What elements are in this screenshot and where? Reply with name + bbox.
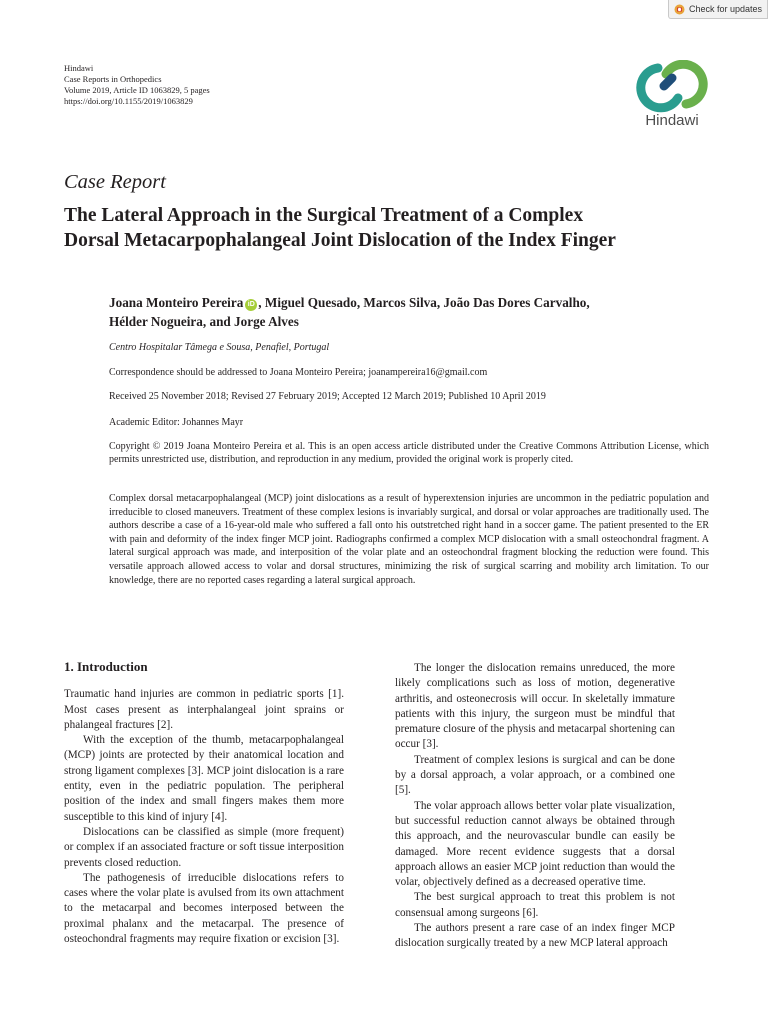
abstract: Complex dorsal metacarpophalangeal (MCP) joint dislocations as a result of hyperextension injuries are uncommon in the pediatric population and irreducible to closed maneuvers. Treatment of these complex lesions is invariably surgical, and dorsal or volar approaches are traditionally used. The authors describe a case of a 16-year-old male who suffered a fall onto his outstretched right hand in a soccer game. The patient presented to the ER with pain and deformity of the index finger MCP joint. Radiographs confirmed a complex MCP dislocation with a small osteochondral fragment. A lateral surgical approach was made, and interposition of the volar plate and an osteochondral fragment blocking the reduction were found. This versatile approach allowed access to volar and dorsal structures, minimizing the risk of surgical scarring and mobility arch limitation. To our knowledge, there are no reported cases regarding a lateral surgical approach. [109,493,709,586]
orcid-icon[interactable]: iD [245,299,257,311]
paragraph: The longer the dislocation remains unreduced, the more likely complications such as loss of motion, degenerative arthritis, and osteonecrosis will occur. In skeletally immature patients with this injury, the surgeon must be mindful that premature closure of the physis and metacarpal shortening can occur [3]. [395,662,675,751]
paragraph: The pathogenesis of irreducible dislocations refers to cases where the volar plate is avulsed from its own attachment to the metacarpal and becomes interposed between the proximal phalanx and the metacarpal. The presence of osteochondral fragments may require fixation or excision [3]. [64,871,344,946]
author-list [109,293,709,331]
check-for-updates-label: Check for updates [689,4,763,14]
article-type: Case Report [64,171,166,193]
first-author[interactable]: Joana Monteiro Pereira [109,295,244,310]
correspondence: Correspondence should be addressed to Joana Monteiro Pereira; joanampereira16@gmail.com [109,367,488,378]
paragraph: With the exception of the thumb, metacarpophalangeal (MCP) joints are protected by their anatomical location and strong ligament complexes [3]. MCP joint dislocation is a rare entity, even in the pediatric population. The peripheral position of the index and small fingers makes them more susceptible to this kind of injury [4]. [64,734,344,823]
doi-link[interactable]: https://doi.org/10.1155/2019/1063829 [64,96,193,106]
academic-editor: Academic Editor: Johannes Mayr [109,417,244,428]
co-authors-line-2: Hélder Nogueira, and Jorge Alves [109,314,299,329]
check-for-updates-badge[interactable] [668,0,768,19]
paragraph: Dislocations can be classified as simple (more frequent) or complex if an associated fracture or soft tissue interposition prevents closed reduction. [64,825,344,869]
article-title [64,203,724,253]
affiliation: Centro Hospitalar Tâmega e Sousa, Penafiel, Portugal [109,342,330,353]
paragraph: The best surgical approach to treat this problem is not consensual among surgeons [6]. [395,891,675,919]
publisher-name: Hindawi [64,63,94,73]
paragraph: Traumatic hand injuries are common in pediatric sports [1]. Most cases present as interphalangeal joint sprains or phalangeal fractures [2]. [64,688,344,731]
paragraph: The volar approach allows better volar plate visualization, but successful reduction cannot always be obtained through this approach, and the neurovascular bundle can easily be damaged. More recent evidence suggests that a dorsal approach allows an easier MCP joint reduction than would the volar, objectively defined as a decreased operative time. [395,799,675,889]
title-line-1: The Lateral Approach in the Surgical Treatment of a Complex [64,205,584,226]
journal-name: Case Reports in Orthopedics [64,74,162,84]
body-column-left [64,659,344,947]
paragraph: The authors present a rare case of an index finger MCP dislocation surgically treated by a new MCP lateral approach [395,922,675,950]
journal-header [64,63,210,107]
co-authors: , Miguel Quesado, Marcos Silva, João Das Dores Carvalho, [258,295,590,310]
copyright-notice: Copyright © 2019 Joana Monteiro Pereira et al. This is an open access article distributed under the Creative Commons Attribution License, which permits unrestricted use, distribution, and reproduction in any medium, provided the original work is properly cited. [109,441,709,465]
hindawi-logo-wordmark: Hindawi [645,112,699,129]
body-column-right [395,661,675,952]
section-heading-introduction: 1. Introduction [64,659,148,674]
title-line-2: Dorsal Metacarpophalangeal Joint Dislocation of the Index Finger [64,230,616,251]
paragraph: Treatment of complex lesions is surgical and can be done by a dorsal approach, a volar approach, or a combined one [5]. [395,753,675,797]
journal-volume: Volume 2019, Article ID 1063829, 5 pages [64,85,210,95]
publication-dates: Received 25 November 2018; Revised 27 February 2019; Accepted 12 March 2019; Published 10 April 2019 [109,391,546,402]
crossmark-icon [674,4,685,15]
